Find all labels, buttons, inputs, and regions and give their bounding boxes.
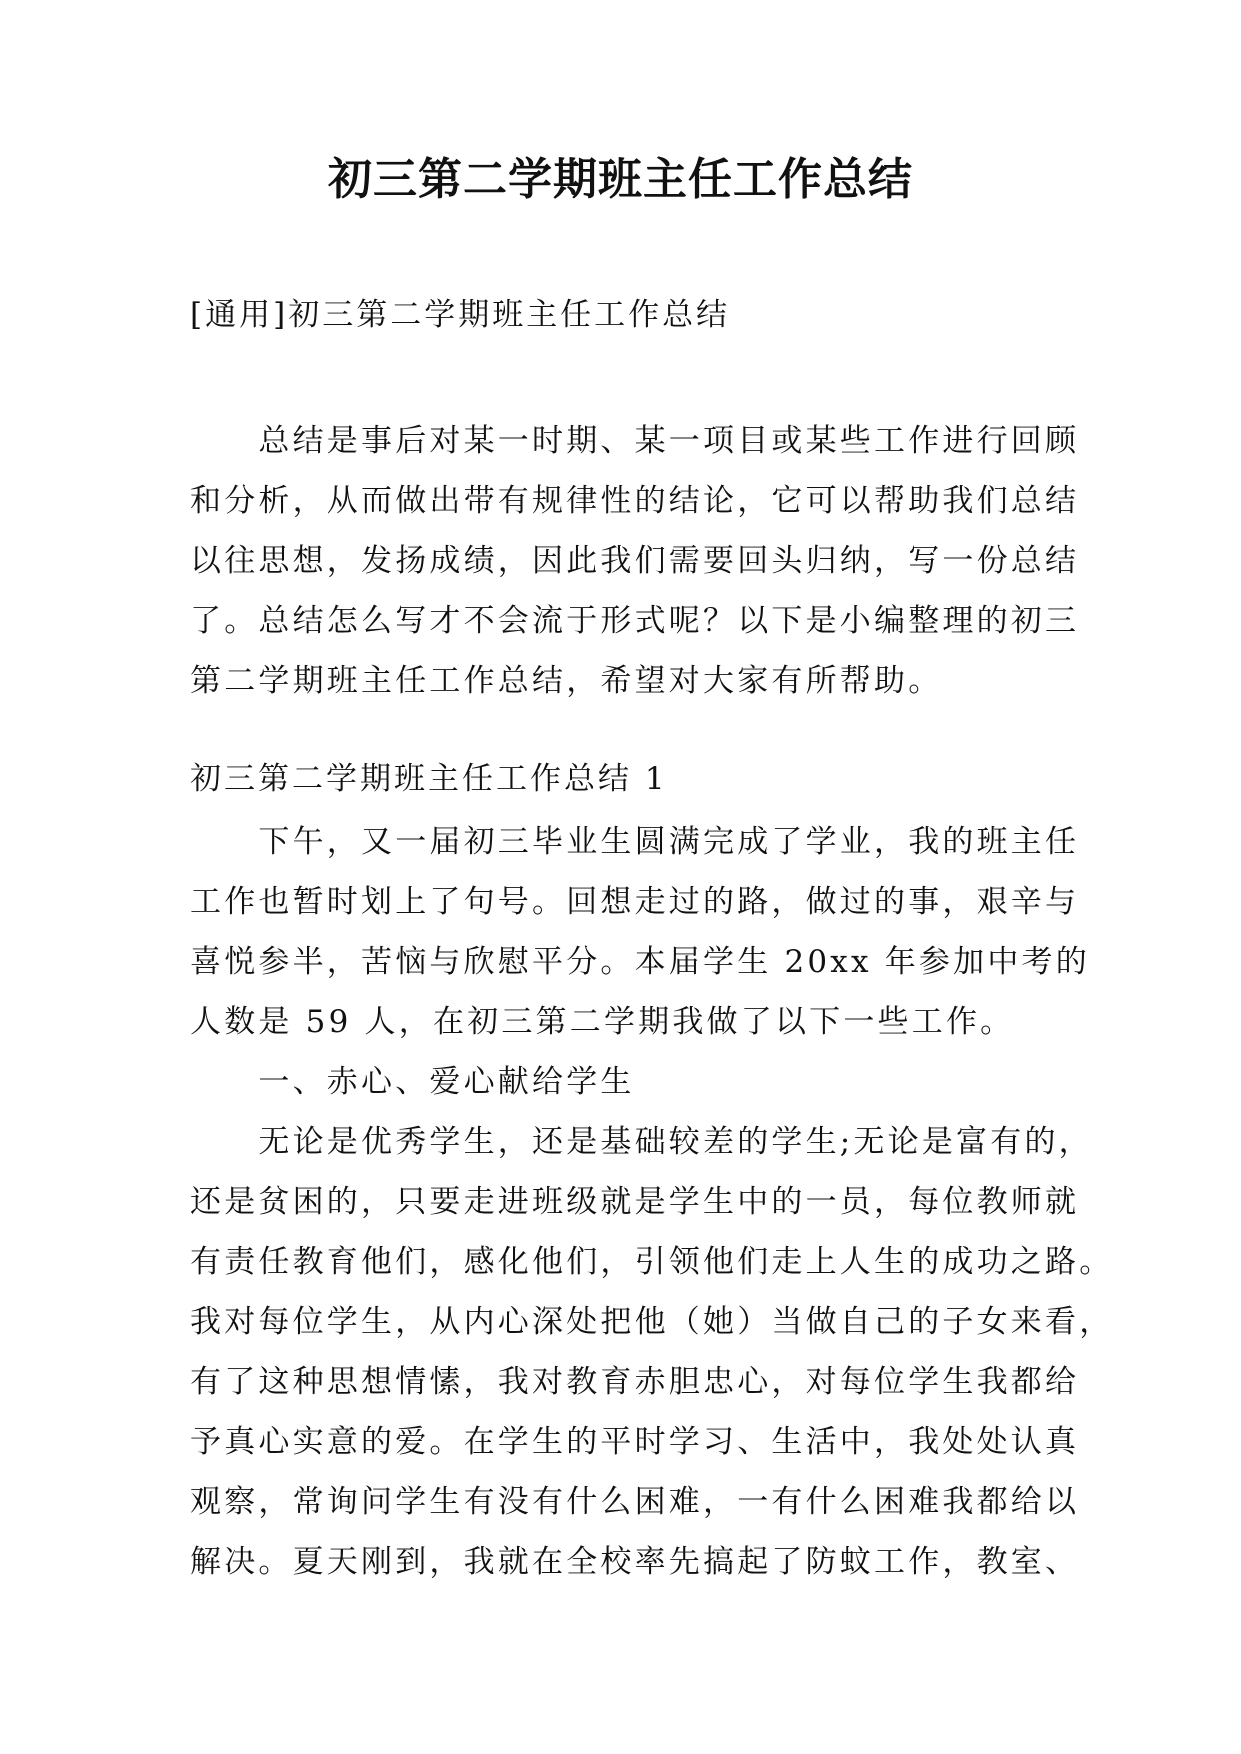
subheading-line: 一、赤心、爱心献给学生 <box>190 1064 635 1100</box>
body-line: 予真心实意的爱。在学生的平时学习、生活中，我处处认真 <box>190 1424 1080 1460</box>
body-line: 无论是优秀学生，还是基础较差的学生;无论是富有的， <box>190 1124 1093 1160</box>
body-line: 解决。夏天刚到，我就在全校率先搞起了防蚊工作，教室、 <box>190 1544 1080 1580</box>
body-line: 观察，常询问学生有没有什么困难，一有什么困难我都给以 <box>190 1484 1080 1520</box>
intro-line: 以往思想，发扬成绩，因此我们需要回头归纳，写一份总结 <box>190 543 1080 579</box>
body-line: 人数是 59 人，在初三第二学期我做了以下一些工作。 <box>190 1004 1015 1040</box>
body-line: 我对每位学生，从内心深处把他（她）当做自己的子女来看， <box>190 1304 1114 1340</box>
body-line: 喜悦参半，苦恼与欣慰平分。本届学生 20xx 年参加中考的 <box>190 944 1090 980</box>
body-line: 有责任教育他们，感化他们，引领他们走上人生的成功之路。 <box>190 1244 1114 1280</box>
intro-line: 第二学期班主任工作总结，希望对大家有所帮助。 <box>190 663 943 699</box>
section-heading: 初三第二学期班主任工作总结 1 <box>190 761 668 797</box>
intro-paragraph <box>190 411 1079 711</box>
body-line: 工作也暂时划上了句号。回想走过的路，做过的事，艰辛与 <box>190 884 1080 920</box>
section-body <box>190 812 1113 1592</box>
body-line: 有了这种思想情愫，我对教育赤胆忠心，对每位学生我都给 <box>190 1364 1080 1400</box>
intro-line: 和分析，从而做出带有规律性的结论，它可以帮助我们总结 <box>190 483 1080 519</box>
intro-line: 总结是事后对某一时期、某一项目或某些工作进行回顾 <box>190 423 1080 459</box>
document-title: 初三第二学期班主任工作总结 <box>328 154 913 205</box>
body-line: 还是贫困的，只要走进班级就是学生中的一员，每位教师就 <box>190 1184 1080 1220</box>
intro-line: 了。总结怎么写才不会流于形式呢？以下是小编整理的初三 <box>190 603 1080 639</box>
body-line: 下午，又一届初三毕业生圆满完成了学业，我的班主任 <box>190 824 1080 860</box>
document-subtitle: [通用]初三第二学期班主任工作总结 <box>190 297 731 333</box>
